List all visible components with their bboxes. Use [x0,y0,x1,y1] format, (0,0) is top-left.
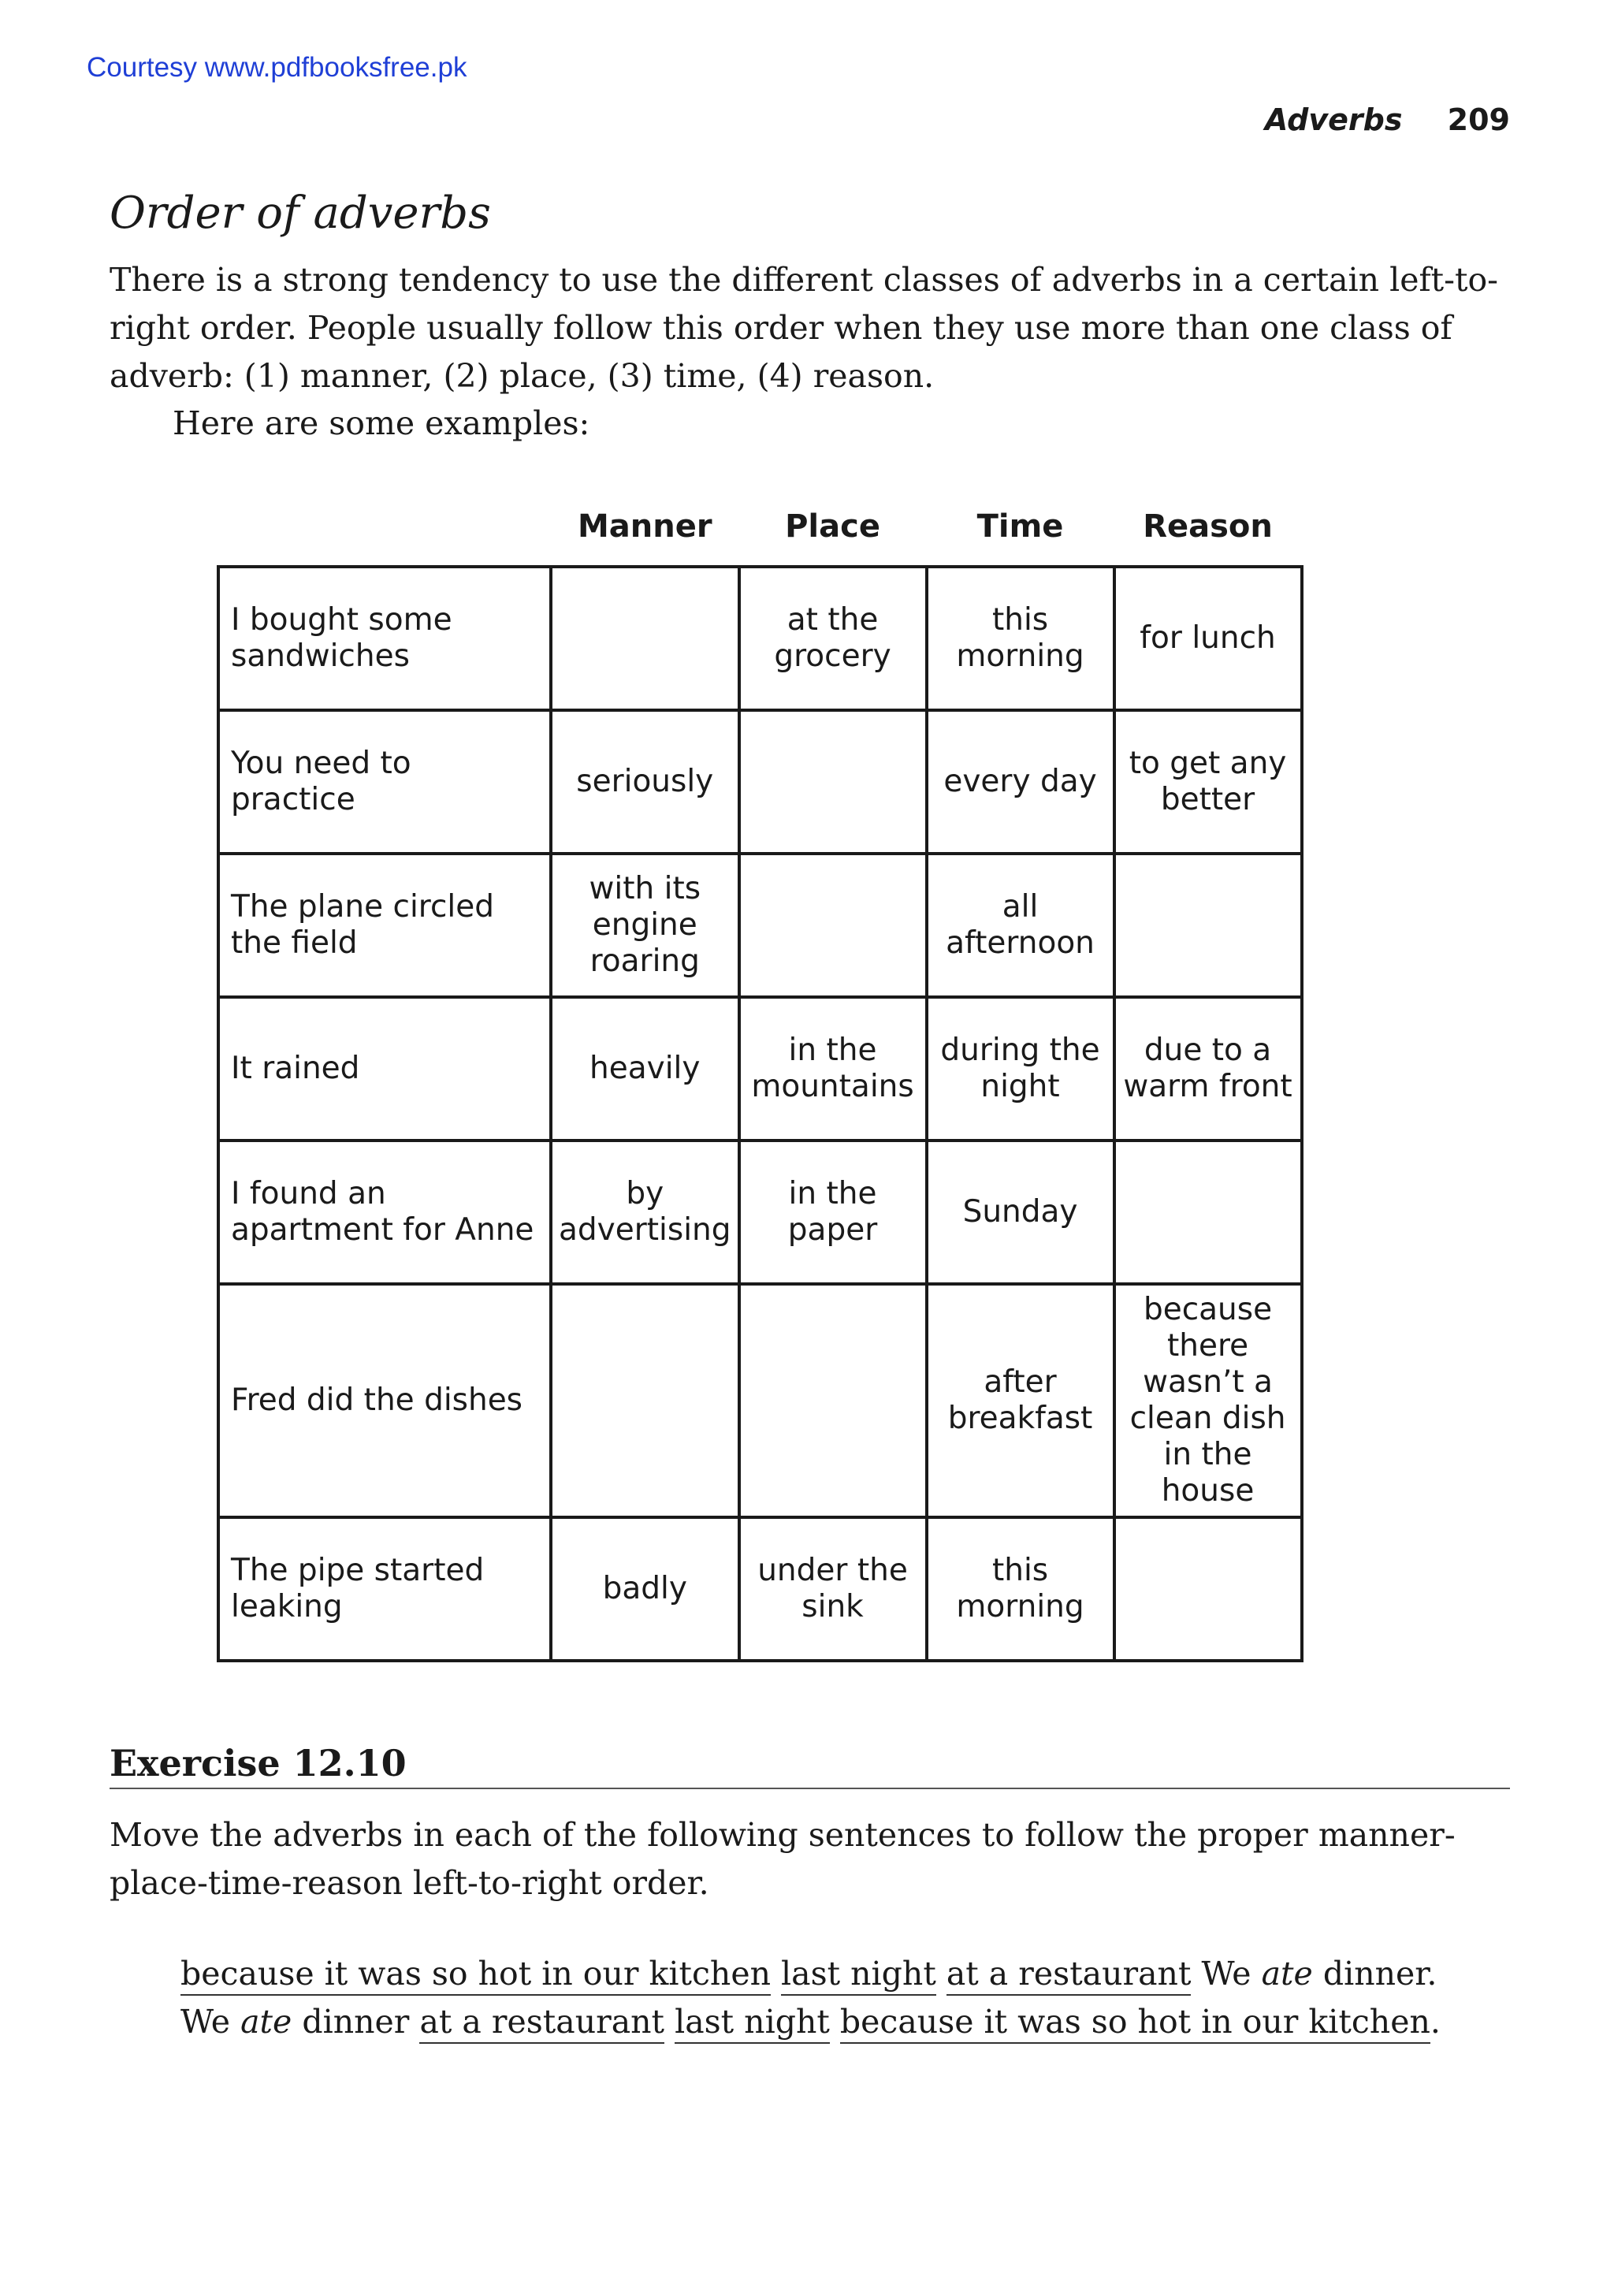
cell-place: under the sink [739,1517,927,1661]
table-header-blank [218,508,551,567]
cell-sentence: The pipe started leaking [218,1517,551,1661]
cell-place [739,1284,927,1517]
table-header-place: Place [785,508,880,545]
cell-reason: for lunch [1114,567,1302,710]
table-row [218,1284,1302,1517]
cell-time: this morning [927,1517,1114,1661]
cell-manner: by advertising [551,1141,739,1284]
cell-manner [551,567,739,710]
cell-reason: due to a warm front [1114,997,1302,1141]
cell-manner: badly [551,1517,739,1661]
cell-reason [1114,1141,1302,1284]
table-row [218,997,1302,1141]
cell-reason [1114,854,1302,997]
adverb-reason: because it was so hot in our kitchen [840,2001,1430,2044]
cell-sentence: I bought some sandwiches [218,567,551,710]
cell-reason: because there wasn’t a clean dish in the house [1114,1284,1302,1517]
cell-time: every day [927,710,1114,854]
cell-time: after breakfast [927,1284,1114,1517]
object: dinner. [1322,1955,1437,1993]
cell-time: all afternoon [927,854,1114,997]
adverb-time: last night [675,2001,830,2044]
cell-time: during the night [927,997,1114,1141]
cell-manner: heavily [551,997,739,1141]
subject: We [1201,1955,1251,1993]
table-row [218,567,1302,710]
examples-lead-in: Here are some examples: [173,404,590,442]
page-number: 209 [1447,102,1510,137]
sentence-end-period: . [1430,2003,1441,2041]
object: dinner [302,2003,410,2041]
verb: ate [240,2003,292,2041]
cell-place: in the paper [739,1141,927,1284]
courtesy-watermark: Courtesy www.pdfbooksfree.pk [87,52,467,83]
example-sentence-given [180,1950,1437,1998]
table-row [218,1141,1302,1284]
cell-place: in the mountains [739,997,927,1141]
section-title: Order of adverbs [110,188,491,239]
table-row [218,710,1302,854]
adverb-reason: because it was so hot in our kitchen [180,1953,771,1996]
intro-paragraph: There is a strong tendency to use the different classes of adverbs in a certain left-to-right order. People usually follow this order when they use more than one class of adverb: (1) manner, (2) place, (3) time, (4) reason. [110,261,1498,395]
cell-sentence: The plane circled the field [218,854,551,997]
cell-sentence: Fred did the dishes [218,1284,551,1517]
cell-time: this morning [927,567,1114,710]
table-row [218,1517,1302,1661]
cell-sentence: I found an apartment for Anne [218,1141,551,1284]
exercise-title: Exercise 12.10 [110,1742,1510,1789]
cell-reason [1114,1517,1302,1661]
cell-sentence: It rained [218,997,551,1141]
table-header-time: Time [976,508,1064,545]
verb: ate [1261,1955,1313,1993]
cell-manner: with its engine roaring [551,854,739,997]
adverb-place: at a restaurant [946,1953,1192,1996]
cell-sentence: You need to practice [218,710,551,854]
adverb-time: last night [781,1953,936,1996]
adverb-order-table [217,508,1303,1662]
cell-manner [551,1284,739,1517]
subject: We [180,2003,231,2041]
table-header-reason: Reason [1143,508,1273,545]
cell-time: Sunday [927,1141,1114,1284]
cell-place [739,710,927,854]
running-head [1265,102,1510,137]
exercise-instruction: Move the adverbs in each of the following sentences to follow the proper manner-place-time-reason left-to-right order. [110,1816,1456,1902]
example-sentence-answer [180,1998,1441,2046]
table-header-row [218,508,1302,567]
table-row [218,854,1302,997]
cell-place: at the grocery [739,567,927,710]
cell-reason: to get any better [1114,710,1302,854]
adverb-place: at a restaurant [419,2001,664,2044]
running-head-title: Adverbs [1264,102,1403,137]
table-header-manner: Manner [577,508,712,545]
cell-manner: seriously [551,710,739,854]
cell-place [739,854,927,997]
